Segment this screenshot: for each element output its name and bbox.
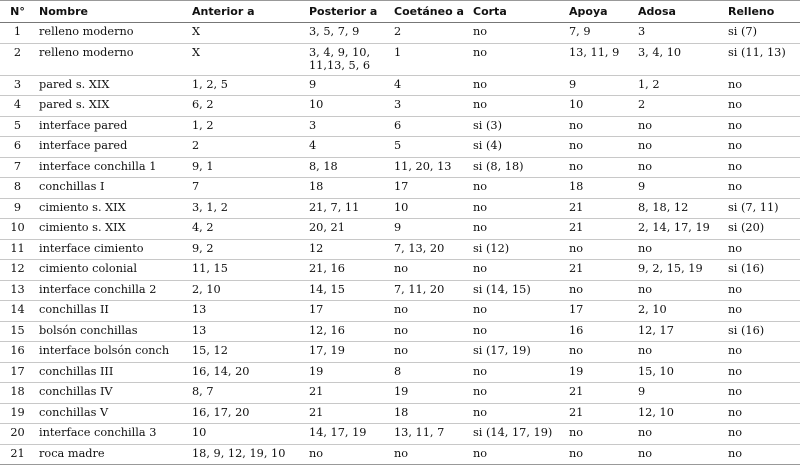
cell-relleno: no [724, 383, 800, 404]
cell-relleno: si (20) [724, 219, 800, 240]
cell-number: 11 [0, 239, 35, 260]
table-row [0, 362, 800, 383]
cell-relleno: no [724, 157, 800, 178]
cell-anterior: 11, 15 [188, 260, 305, 281]
cell-apoya: 13, 11, 9 [565, 43, 634, 75]
cell-adosa: 1, 2 [634, 75, 724, 96]
cell-coetaneo: no [390, 444, 469, 465]
header-col-posterior: Posterior a [305, 1, 390, 23]
cell-relleno: si (7, 11) [724, 198, 800, 219]
cell-adosa: no [634, 157, 724, 178]
table-row [0, 43, 800, 75]
cell-coetaneo: 10 [390, 198, 469, 219]
cell-name: relleno moderno [35, 23, 188, 44]
cell-relleno: no [724, 403, 800, 424]
cell-name: conchillas V [35, 403, 188, 424]
cell-apoya: 7, 9 [565, 23, 634, 44]
cell-anterior: 16, 17, 20 [188, 403, 305, 424]
cell-coetaneo: 5 [390, 137, 469, 158]
cell-relleno: no [724, 96, 800, 117]
cell-apoya: 21 [565, 403, 634, 424]
cell-name: conchillas III [35, 362, 188, 383]
cell-posterior: 21, 16 [305, 260, 390, 281]
cell-corta: no [469, 362, 565, 383]
cell-adosa: no [634, 239, 724, 260]
cell-corta: si (4) [469, 137, 565, 158]
cell-name: cimiento colonial [35, 260, 188, 281]
cell-relleno: no [724, 178, 800, 199]
cell-adosa: 12, 10 [634, 403, 724, 424]
table-row [0, 424, 800, 445]
cell-relleno: no [724, 280, 800, 301]
cell-corta: si (14, 15) [469, 280, 565, 301]
cell-corta: si (17, 19) [469, 342, 565, 363]
cell-relleno: no [724, 75, 800, 96]
cell-number: 15 [0, 321, 35, 342]
cell-adosa: 3 [634, 23, 724, 44]
table-row [0, 75, 800, 96]
table-row [0, 198, 800, 219]
cell-posterior: 21 [305, 403, 390, 424]
cell-posterior: 12 [305, 239, 390, 260]
cell-corta: no [469, 96, 565, 117]
cell-anterior: 16, 14, 20 [188, 362, 305, 383]
cell-number: 13 [0, 280, 35, 301]
cell-coetaneo: 13, 11, 7 [390, 424, 469, 445]
cell-apoya: 17 [565, 301, 634, 322]
table-row [0, 157, 800, 178]
cell-name: pared s. XIX [35, 96, 188, 117]
cell-name: roca madre [35, 444, 188, 465]
cell-coetaneo: 9 [390, 219, 469, 240]
cell-name: cimiento s. XIX [35, 198, 188, 219]
cell-relleno: no [724, 301, 800, 322]
cell-number: 14 [0, 301, 35, 322]
cell-posterior: 21, 7, 11 [305, 198, 390, 219]
cell-adosa: no [634, 424, 724, 445]
cell-relleno: no [724, 342, 800, 363]
cell-adosa: 15, 10 [634, 362, 724, 383]
cell-number: 12 [0, 260, 35, 281]
cell-apoya: 10 [565, 96, 634, 117]
cell-adosa: no [634, 280, 724, 301]
cell-adosa: no [634, 116, 724, 137]
cell-anterior: 1, 2 [188, 116, 305, 137]
cell-coetaneo: 1 [390, 43, 469, 75]
cell-corta: si (14, 17, 19) [469, 424, 565, 445]
header-col-apoya: Apoya [565, 1, 634, 23]
cell-relleno: no [724, 116, 800, 137]
cell-number: 19 [0, 403, 35, 424]
cell-adosa: 2, 10 [634, 301, 724, 322]
cell-adosa: 12, 17 [634, 321, 724, 342]
cell-coetaneo: no [390, 260, 469, 281]
table-row [0, 301, 800, 322]
cell-adosa: no [634, 444, 724, 465]
cell-anterior: 1, 2, 5 [188, 75, 305, 96]
cell-number: 2 [0, 43, 35, 75]
cell-relleno: si (16) [724, 260, 800, 281]
cell-coetaneo: no [390, 321, 469, 342]
cell-corta: no [469, 198, 565, 219]
cell-anterior: 9, 2 [188, 239, 305, 260]
cell-corta: no [469, 23, 565, 44]
cell-apoya: 21 [565, 260, 634, 281]
table-row [0, 342, 800, 363]
cell-number: 5 [0, 116, 35, 137]
table-row [0, 239, 800, 260]
cell-anterior: 15, 12 [188, 342, 305, 363]
cell-relleno: no [724, 362, 800, 383]
cell-anterior: 2, 10 [188, 280, 305, 301]
cell-coetaneo: 7, 11, 20 [390, 280, 469, 301]
cell-posterior: 18 [305, 178, 390, 199]
cell-coetaneo: 7, 13, 20 [390, 239, 469, 260]
cell-coetaneo: no [390, 342, 469, 363]
header-col-coetaneo: Coetáneo a [390, 1, 469, 23]
cell-adosa: no [634, 137, 724, 158]
cell-number: 18 [0, 383, 35, 404]
cell-posterior: no [305, 444, 390, 465]
table-row [0, 96, 800, 117]
table-row [0, 116, 800, 137]
table-row [0, 383, 800, 404]
cell-coetaneo: 18 [390, 403, 469, 424]
cell-corta: no [469, 43, 565, 75]
table-row [0, 23, 800, 44]
cell-anterior: 2 [188, 137, 305, 158]
cell-corta: no [469, 403, 565, 424]
cell-posterior: 8, 18 [305, 157, 390, 178]
cell-corta: no [469, 444, 565, 465]
cell-coetaneo: 2 [390, 23, 469, 44]
cell-posterior: 19 [305, 362, 390, 383]
table-row [0, 280, 800, 301]
cell-posterior: 17, 19 [305, 342, 390, 363]
cell-adosa: 2, 14, 17, 19 [634, 219, 724, 240]
cell-anterior: X [188, 43, 305, 75]
cell-anterior: 13 [188, 321, 305, 342]
table-row [0, 178, 800, 199]
table-row [0, 137, 800, 158]
cell-anterior: 7 [188, 178, 305, 199]
cell-corta: no [469, 178, 565, 199]
cell-apoya: no [565, 444, 634, 465]
cell-posterior: 3 [305, 116, 390, 137]
cell-number: 16 [0, 342, 35, 363]
table-row [0, 321, 800, 342]
cell-adosa: 2 [634, 96, 724, 117]
cell-posterior: 21 [305, 383, 390, 404]
cell-posterior: 17 [305, 301, 390, 322]
cell-posterior: 14, 15 [305, 280, 390, 301]
cell-adosa: 9 [634, 178, 724, 199]
cell-adosa: 3, 4, 10 [634, 43, 724, 75]
cell-apoya: no [565, 116, 634, 137]
cell-coetaneo: 17 [390, 178, 469, 199]
cell-number: 21 [0, 444, 35, 465]
cell-posterior: 10 [305, 96, 390, 117]
cell-apoya: no [565, 137, 634, 158]
cell-coetaneo: 8 [390, 362, 469, 383]
table-row [0, 260, 800, 281]
cell-posterior: 14, 17, 19 [305, 424, 390, 445]
cell-name: cimiento s. XIX [35, 219, 188, 240]
cell-name: relleno moderno [35, 43, 188, 75]
cell-corta: no [469, 301, 565, 322]
cell-apoya: no [565, 280, 634, 301]
cell-corta: no [469, 260, 565, 281]
cell-coetaneo: 19 [390, 383, 469, 404]
cell-anterior: 18, 9, 12, 19, 10 [188, 444, 305, 465]
cell-corta: si (3) [469, 116, 565, 137]
cell-posterior: 4 [305, 137, 390, 158]
table-body [0, 23, 800, 465]
cell-adosa: 9, 2, 15, 19 [634, 260, 724, 281]
cell-name: pared s. XIX [35, 75, 188, 96]
cell-anterior: 6, 2 [188, 96, 305, 117]
cell-name: interface conchilla 1 [35, 157, 188, 178]
cell-posterior: 9 [305, 75, 390, 96]
header-row [0, 1, 800, 23]
cell-anterior: 9, 1 [188, 157, 305, 178]
cell-coetaneo: no [390, 301, 469, 322]
table-row [0, 444, 800, 465]
cell-number: 9 [0, 198, 35, 219]
cell-number: 3 [0, 75, 35, 96]
cell-corta: no [469, 321, 565, 342]
table-header [0, 1, 800, 23]
cell-name: interface pared [35, 116, 188, 137]
cell-corta: si (12) [469, 239, 565, 260]
cell-apoya: no [565, 342, 634, 363]
cell-relleno: no [724, 239, 800, 260]
cell-corta: no [469, 383, 565, 404]
cell-anterior: 3, 1, 2 [188, 198, 305, 219]
cell-name: interface cimiento [35, 239, 188, 260]
cell-posterior: 3, 5, 7, 9 [305, 23, 390, 44]
cell-anterior: X [188, 23, 305, 44]
cell-anterior: 13 [188, 301, 305, 322]
cell-posterior: 20, 21 [305, 219, 390, 240]
cell-corta: no [469, 219, 565, 240]
table-row [0, 403, 800, 424]
cell-adosa: no [634, 342, 724, 363]
header-col-name: Nombre [35, 1, 188, 23]
cell-name: conchillas IV [35, 383, 188, 404]
cell-coetaneo: 6 [390, 116, 469, 137]
cell-apoya: 18 [565, 178, 634, 199]
cell-apoya: 21 [565, 198, 634, 219]
cell-relleno: si (16) [724, 321, 800, 342]
cell-number: 6 [0, 137, 35, 158]
header-col-anterior: Anterior a [188, 1, 305, 23]
cell-posterior: 12, 16 [305, 321, 390, 342]
header-col-corta: Corta [469, 1, 565, 23]
cell-relleno: si (7) [724, 23, 800, 44]
cell-number: 8 [0, 178, 35, 199]
cell-apoya: 21 [565, 383, 634, 404]
cell-name: interface bolsón conch [35, 342, 188, 363]
cell-apoya: no [565, 239, 634, 260]
cell-anterior: 8, 7 [188, 383, 305, 404]
cell-number: 4 [0, 96, 35, 117]
cell-posterior: 3, 4, 9, 10, 11,13, 5, 6 [305, 43, 390, 75]
cell-coetaneo: 4 [390, 75, 469, 96]
cell-name: conchillas II [35, 301, 188, 322]
cell-name: conchillas I [35, 178, 188, 199]
cell-relleno: no [724, 424, 800, 445]
cell-apoya: 9 [565, 75, 634, 96]
cell-name: interface conchilla 3 [35, 424, 188, 445]
cell-name: interface pared [35, 137, 188, 158]
cell-apoya: 16 [565, 321, 634, 342]
cell-name: interface conchilla 2 [35, 280, 188, 301]
cell-apoya: 21 [565, 219, 634, 240]
table-row [0, 219, 800, 240]
cell-adosa: 8, 18, 12 [634, 198, 724, 219]
cell-relleno: no [724, 444, 800, 465]
cell-number: 10 [0, 219, 35, 240]
cell-number: 20 [0, 424, 35, 445]
cell-coetaneo: 3 [390, 96, 469, 117]
cell-relleno: si (11, 13) [724, 43, 800, 75]
cell-number: 17 [0, 362, 35, 383]
cell-number: 7 [0, 157, 35, 178]
cell-anterior: 10 [188, 424, 305, 445]
header-col-relleno: Relleno [724, 1, 800, 23]
cell-coetaneo: 11, 20, 13 [390, 157, 469, 178]
cell-corta: si (8, 18) [469, 157, 565, 178]
cell-apoya: no [565, 157, 634, 178]
cell-relleno: no [724, 137, 800, 158]
cell-anterior: 4, 2 [188, 219, 305, 240]
cell-apoya: 19 [565, 362, 634, 383]
cell-adosa: 9 [634, 383, 724, 404]
cell-number: 1 [0, 23, 35, 44]
cell-apoya: no [565, 424, 634, 445]
header-col-number: N° [0, 1, 35, 23]
cell-name: bolsón conchillas [35, 321, 188, 342]
header-col-adosa: Adosa [634, 1, 724, 23]
cell-corta: no [469, 75, 565, 96]
